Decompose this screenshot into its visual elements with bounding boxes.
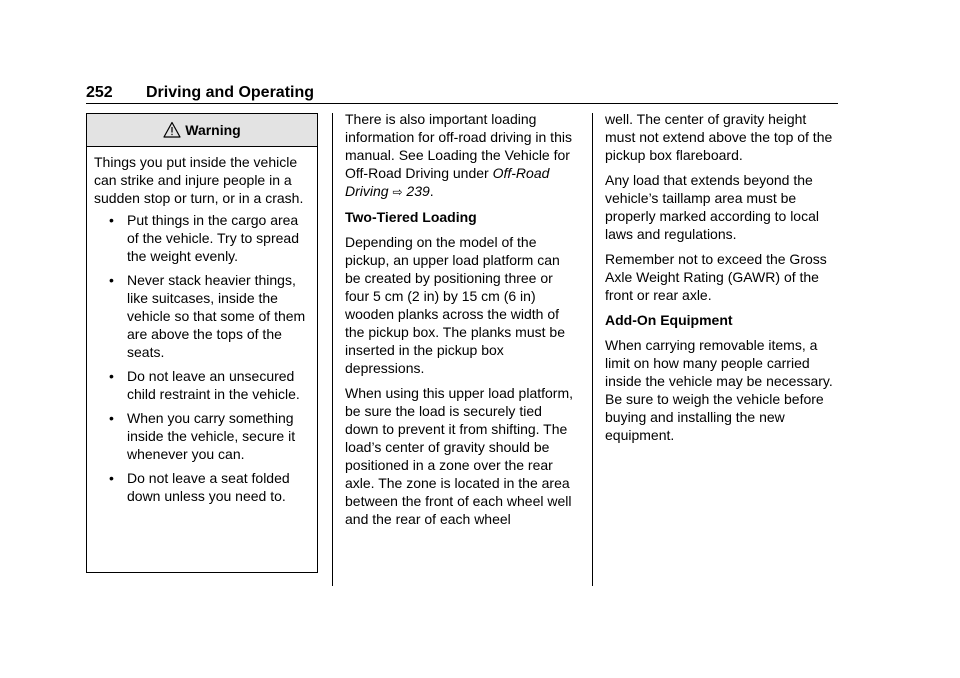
warning-icon xyxy=(163,121,181,139)
center-of-gravity-paragraph: well. The center of gravity height must not extend above the top of the pickup box flareboard. xyxy=(605,111,833,163)
page-ref-arrow-icon: ⇨ xyxy=(392,185,403,199)
loading-info-text: There is also important loading information for off-road driving in this manual. See Loading the Vehicle for Off-Road Driving under xyxy=(345,111,572,181)
sentence-end: . xyxy=(429,183,434,199)
warning-box xyxy=(86,113,318,573)
two-tiered-loading-heading: Two-Tiered Loading xyxy=(345,209,477,225)
column-2 xyxy=(345,110,579,535)
warning-bullet: • Put things in the cargo area of the vehicle. Try to spread the weight evenly. xyxy=(94,211,310,265)
column-3 xyxy=(605,110,839,451)
column-divider xyxy=(332,113,333,586)
warning-title: Warning xyxy=(185,122,241,138)
warning-bullet: • When you carry something inside the vehicle, secure it whenever you can. xyxy=(94,409,310,463)
section-title: Driving and Operating xyxy=(146,84,315,101)
page-header xyxy=(86,84,838,104)
warning-bullet: • Never stack heavier things, like suitcases, inside the vehicle so that some of them are above the tops of the seats. xyxy=(94,271,310,361)
header-rule xyxy=(86,103,838,104)
gawr-paragraph: Remember not to exceed the Gross Axle Weight Rating (GAWR) of the front or rear axle. xyxy=(605,251,827,303)
warning-bullet: • Do not leave an unsecured child restraint in the vehicle. xyxy=(94,367,310,403)
load-marking-paragraph: Any load that extends beyond the vehicle’s taillamp area must be properly marked according to local laws and regulations. xyxy=(605,172,819,242)
add-on-equipment-paragraph: When carrying removable items, a limit on how many people carried inside the vehicle may be necessary. Be sure to weigh the vehicle before buying and installing the new equipment. xyxy=(605,337,833,443)
warning-intro: Things you put inside the vehicle can strike and injure people in a sudden stop or turn, or in a crash. xyxy=(94,154,304,206)
warning-bullet-list xyxy=(94,211,310,505)
cross-reference-link[interactable]: Off-Road Driving xyxy=(345,165,550,199)
column-divider xyxy=(592,113,593,586)
loading-info-paragraph xyxy=(345,110,579,201)
two-tiered-paragraph-2: When using this upper load platform, be sure the load is securely tied down to prevent it from shifting. The load’s center of gravity should be positioned in a zone over the rear axle. The zone is located in the area between the front of each wheel well and the rear of each wheel xyxy=(345,385,574,527)
add-on-equipment-heading: Add-On Equipment xyxy=(605,312,733,328)
cross-reference-page[interactable]: 239 xyxy=(406,183,430,199)
warning-body xyxy=(87,147,317,505)
page-number: 252 xyxy=(86,84,113,101)
two-tiered-paragraph-1: Depending on the model of the pickup, an upper load platform can be created by positioning three or four 5 cm (2 in) by 15 cm (6 in) wooden planks across the width of the pickup box. The planks must be inserted in the pickup box depressions. xyxy=(345,234,565,376)
warning-bullet: • Do not leave a seat folded down unless you need to. xyxy=(94,469,310,505)
warning-header xyxy=(87,114,317,147)
